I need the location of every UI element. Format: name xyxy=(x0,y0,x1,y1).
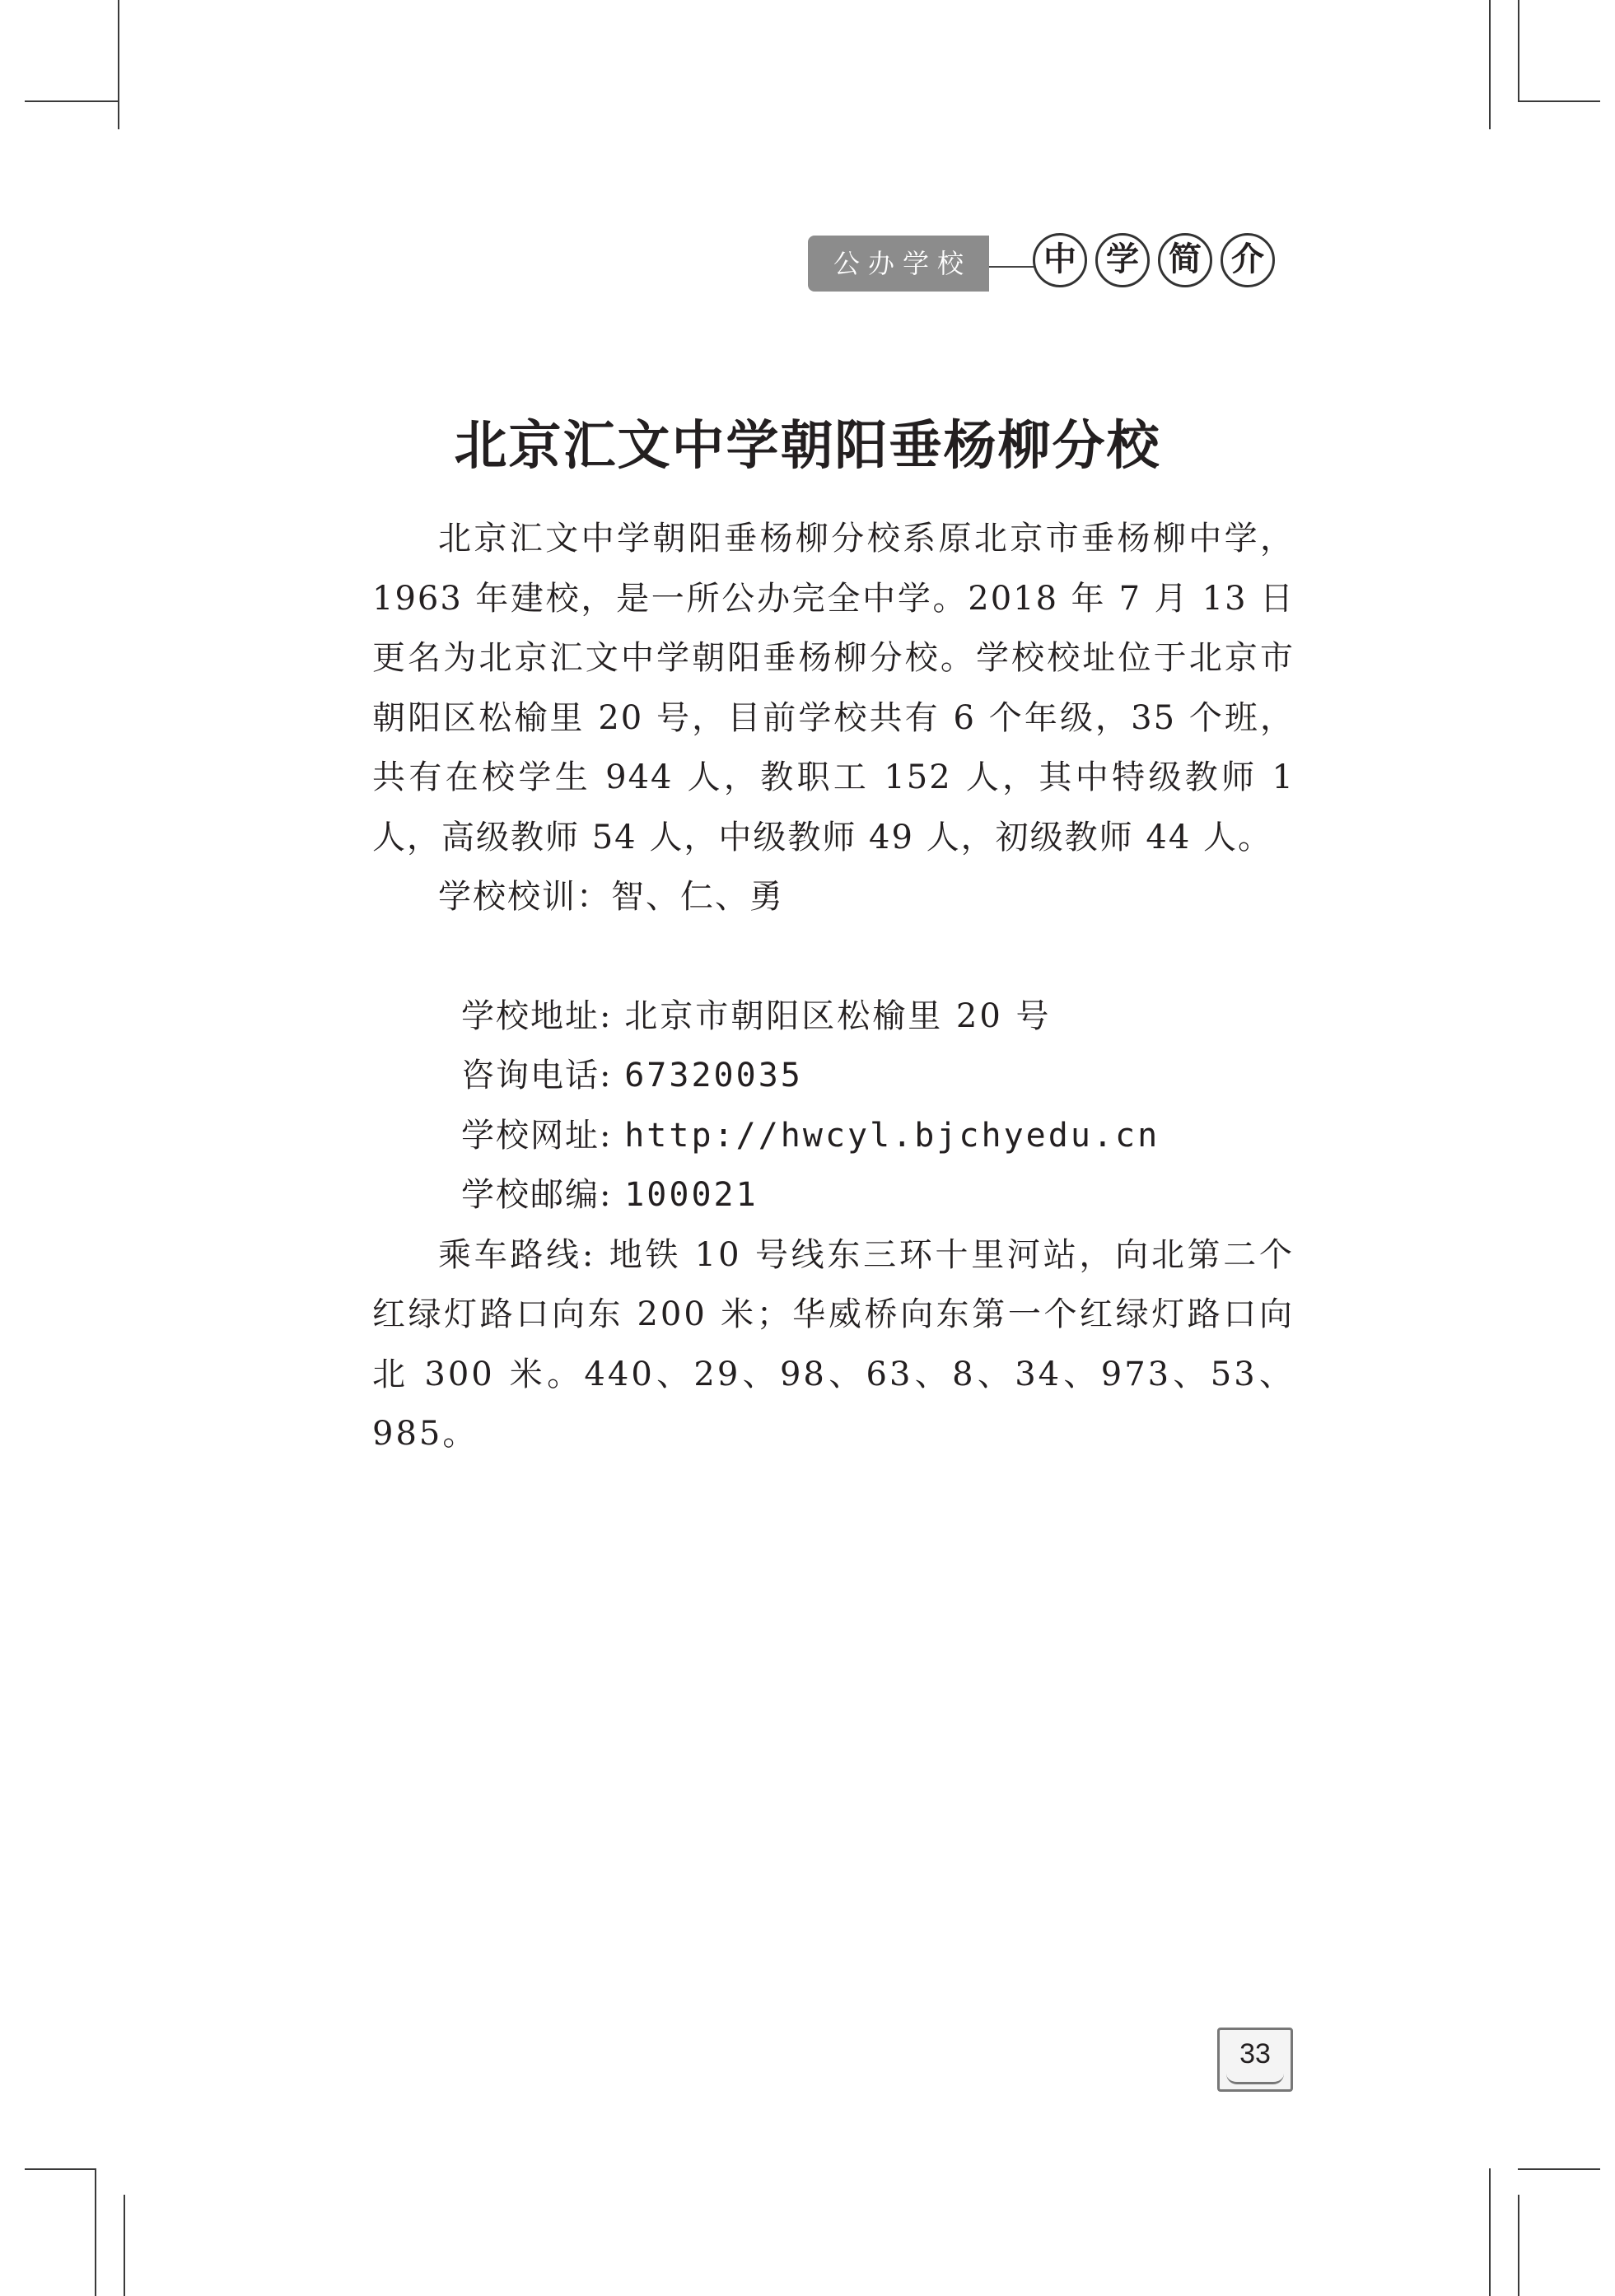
crop-mark xyxy=(25,2168,95,2170)
phone-label: 咨询电话: xyxy=(461,1057,613,1094)
crop-mark xyxy=(1518,2168,1600,2170)
website-line xyxy=(372,1106,1295,1166)
book-arc xyxy=(1226,2074,1284,2084)
postcode-line xyxy=(372,1165,1295,1225)
circle-char: 学 xyxy=(1095,233,1150,287)
circle-char: 介 xyxy=(1221,233,1275,287)
circle-char: 中 xyxy=(1033,233,1087,287)
intro-paragraph: 北京汇文中学朝阳垂杨柳分校系原北京市垂杨柳中学，1963 年建校，是一所公办完全中学。2018 年 7 月 13 日更名为北京汇文中学朝阳垂杨柳分校。学校校址位于北京市朝阳区松榆里 20 号，目前学校共有 6 个年级，35 个班，共有在校学生 944 人，教职工 152 人，其中特级教师 1 人，高级教师 54 人，中级教师 49 人，初级教师 44 人。 xyxy=(372,520,1295,856)
website-label: 学校网址: xyxy=(461,1116,613,1155)
page-number: 33 xyxy=(1239,2038,1271,2070)
phone-line xyxy=(372,1046,1295,1106)
crop-mark xyxy=(124,2195,125,2296)
school-profile xyxy=(372,509,1295,1464)
address-line xyxy=(372,987,1295,1047)
address-value: 北京市朝阳区松榆里 20 号 xyxy=(624,996,1052,1035)
crop-mark xyxy=(25,100,118,102)
crop-mark xyxy=(118,0,119,129)
crop-mark xyxy=(1518,2195,1519,2296)
address-label: 学校地址: xyxy=(461,996,613,1035)
website-value: http://hwcyl.bjchyedu.cn xyxy=(624,1116,1160,1155)
crop-mark xyxy=(95,2168,96,2296)
crop-mark xyxy=(1489,2168,1491,2296)
crop-mark xyxy=(1489,0,1491,129)
circle-char: 简 xyxy=(1158,233,1212,287)
crop-mark xyxy=(1518,0,1519,100)
postcode-label: 学校邮编: xyxy=(461,1176,613,1214)
section-heading-circles xyxy=(1033,233,1275,287)
phone-value: 67320035 xyxy=(624,1057,803,1094)
spacer xyxy=(372,927,1295,987)
section-tag: 公办学校 xyxy=(808,236,989,292)
tag-connector-line xyxy=(989,266,1035,268)
page-number-book-icon xyxy=(1217,2028,1293,2092)
postcode-value: 100021 xyxy=(624,1176,758,1214)
school-motto: 学校校训：智、仁、勇 xyxy=(438,878,784,916)
route-paragraph: 乘车路线: 地铁 10 号线东三环十里河站，向北第二个红绿灯路口向东 200 米；华威桥向东第一个红绿灯路口向北 300 米。440、29、98、63、8、34、973、53、985。 xyxy=(372,1235,1295,1453)
page-title: 北京汇文中学朝阳垂杨柳分校 xyxy=(454,416,1161,477)
crop-mark xyxy=(1518,100,1600,102)
